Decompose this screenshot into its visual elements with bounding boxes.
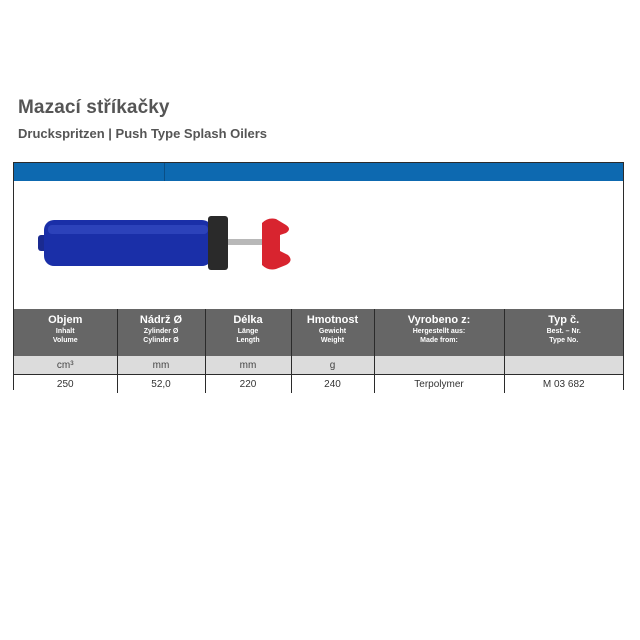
table-header-row — [14, 309, 623, 356]
column-header: Nádrž Ø Zylinder Ø Cylinder Ø — [117, 309, 205, 356]
column-header: Typ č. Best. – Nr. Type No. — [504, 309, 623, 356]
band-divider — [164, 163, 165, 181]
volume-cell: 250 — [14, 375, 117, 394]
column-header: Objem Inhalt Volume — [14, 309, 117, 356]
material-cell: Terpolymer — [374, 375, 504, 394]
spec-table — [14, 309, 623, 393]
column-header: Vyrobeno z: Hergestellt aus: Made from: — [374, 309, 504, 356]
type-number-cell: M 03 682 — [504, 375, 623, 394]
cylinder-diameter-cell: 52,0 — [117, 375, 205, 394]
table-row — [14, 375, 623, 394]
product-panel — [13, 162, 624, 390]
plunger-rod — [228, 239, 264, 245]
unit-cell: mm — [205, 356, 291, 375]
weight-cell: 240 — [291, 375, 374, 394]
length-cell: 220 — [205, 375, 291, 394]
t-handle — [262, 219, 291, 270]
unit-cell: mm — [117, 356, 205, 375]
push-type-oiler-image — [36, 189, 306, 289]
page-title: Mazací stříkačky — [18, 97, 170, 118]
column-header: Hmotnost Gewicht Weight — [291, 309, 374, 356]
unit-cell: g — [291, 356, 374, 375]
unit-cell: cm³ — [14, 356, 117, 375]
page-subtitle: Druckspritzen | Push Type Splash Oilers — [18, 126, 268, 141]
header-band — [14, 163, 623, 181]
barrel-highlight — [48, 225, 208, 234]
unit-cell — [504, 356, 623, 375]
unit-cell — [374, 356, 504, 375]
column-header: Délka Länge Length — [205, 309, 291, 356]
oiler-end-cap — [208, 216, 228, 270]
units-row — [14, 356, 623, 375]
